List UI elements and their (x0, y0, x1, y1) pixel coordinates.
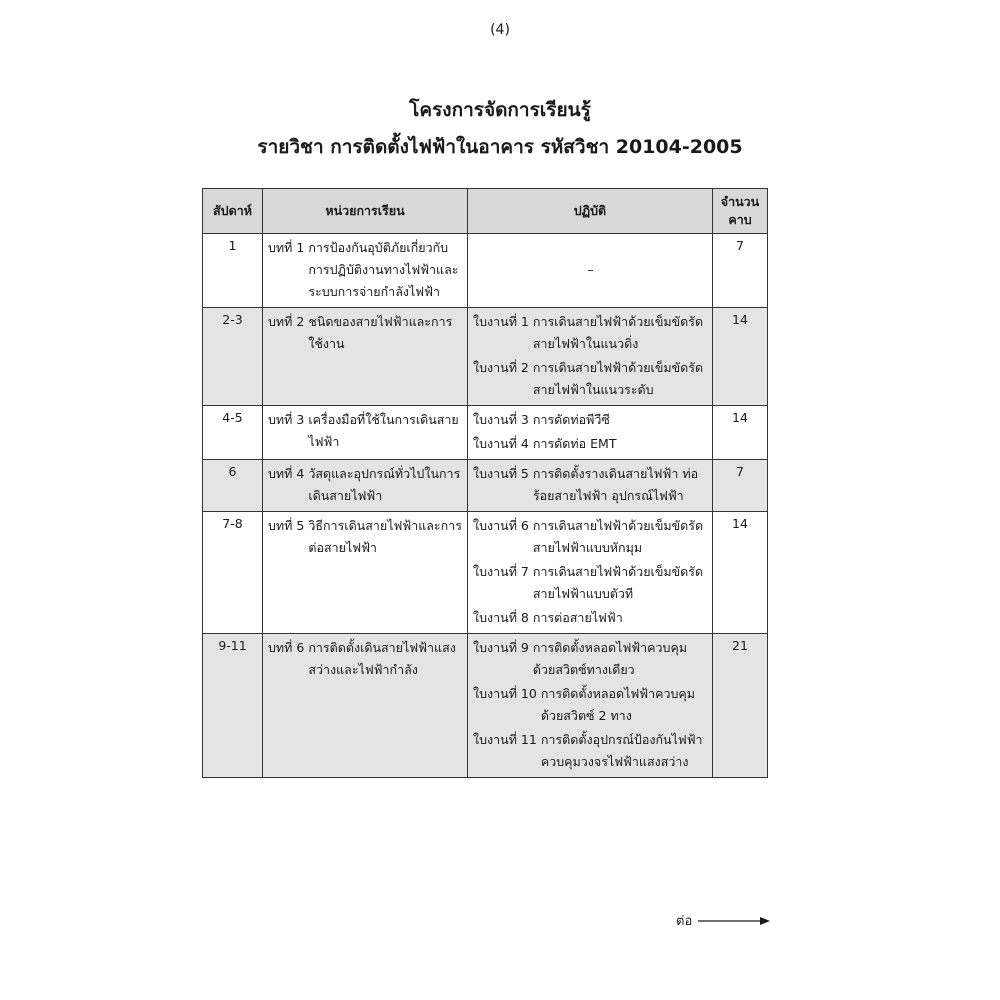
week-cell: 6 (203, 460, 263, 512)
worksheet-label: ใบงานที่ 4 (473, 436, 529, 451)
hours-cell: 14 (713, 512, 768, 634)
header-hours: จำนวนคาบ (713, 189, 768, 234)
worksheet-title: การเดินสายไฟฟ้าด้วยเข็มขัดรัดสายไฟฟ้าแบบหักมุม (532, 518, 704, 555)
header-week: สัปดาห์ (203, 189, 263, 234)
worksheet-item (473, 637, 708, 681)
worksheet-label: ใบงานที่ 7 (473, 564, 529, 579)
practice-cell (468, 512, 713, 634)
week-cell: 9-11 (203, 634, 263, 778)
unit-cell (263, 460, 468, 512)
practice-cell: – (468, 234, 713, 308)
worksheet-label: ใบงานที่ 1 (473, 314, 529, 329)
arrow-right-icon (698, 916, 770, 926)
worksheet-item (473, 561, 708, 605)
unit-label: บทที่ 6 (268, 640, 305, 655)
worksheet-label: ใบงานที่ 3 (473, 412, 529, 427)
unit-title: วิธีการเดินสายไฟฟ้าและการต่อสายไฟฟ้า (308, 518, 462, 555)
header-unit: หน่วยการเรียน (263, 189, 468, 234)
course-title: รายวิชา การติดตั้งไฟฟ้าในอาคาร รหัสวิชา 20104-2005 (257, 136, 743, 158)
week-cell: 1 (203, 234, 263, 308)
worksheet-item (473, 729, 708, 773)
worksheet-item (473, 515, 708, 559)
practice-cell (468, 460, 713, 512)
hours-cell: 7 (713, 234, 768, 308)
hours-cell: 7 (713, 460, 768, 512)
unit-cell (263, 512, 468, 634)
unit-cell (263, 234, 468, 308)
unit-label: บทที่ 1 (268, 240, 305, 255)
learning-plan-table (202, 188, 768, 778)
page-number: (4) (490, 22, 510, 38)
unit-title: วัสดุและอุปกรณ์ทั่วไปในการเดินสายไฟฟ้า (308, 466, 461, 503)
worksheet-title: การดัดท่อพีวีซี (532, 412, 610, 427)
plan-title: โครงการจัดการเรียนรู้ (409, 99, 591, 121)
worksheet-item (473, 311, 708, 355)
worksheet-item (473, 433, 708, 455)
worksheet-label: ใบงานที่ 8 (473, 610, 529, 625)
unit-label: บทที่ 4 (268, 466, 305, 481)
unit-cell (263, 634, 468, 778)
table-header-row (203, 189, 768, 234)
unit-title: เครื่องมือที่ใช้ในการเดินสายไฟฟ้า (308, 412, 459, 449)
worksheet-title: การดัดท่อ EMT (532, 436, 617, 451)
unit-cell (263, 406, 468, 460)
table-row (203, 634, 768, 778)
worksheet-title: การติดตั้งรางเดินสายไฟฟ้า ท่อร้อยสายไฟฟ้า อุปกรณ์ไฟฟ้า (532, 466, 699, 503)
hours-cell: 14 (713, 406, 768, 460)
practice-cell (468, 634, 713, 778)
worksheet-title: การติดตั้งอุปกรณ์ป้องกันไฟฟ้าควบคุมวงจรไฟฟ้าแสงสว่าง (540, 732, 703, 769)
continued-label: ต่อ (676, 914, 693, 929)
header-practice: ปฏิบัติ (468, 189, 713, 234)
week-cell: 7-8 (203, 512, 263, 634)
worksheet-title: การเดินสายไฟฟ้าด้วยเข็มขัดรัดสายไฟฟ้าในแนวระดับ (532, 360, 704, 397)
worksheet-title: การติดตั้งหลอดไฟฟ้าควบคุมด้วยสวิตซ์ทางเดียว (532, 640, 688, 677)
table-row (203, 234, 768, 308)
hours-cell: 14 (713, 308, 768, 406)
unit-cell (263, 308, 468, 406)
unit-title: การป้องกันอุบัติภัยเกี่ยวกับการปฏิบัติงานทางไฟฟ้าและระบบการจ่ายกำลังไฟฟ้า (308, 240, 459, 299)
worksheet-item (473, 683, 708, 727)
worksheet-title: การเดินสายไฟฟ้าด้วยเข็มขัดรัดสายไฟฟ้าในแนวดิ่ง (532, 314, 704, 351)
worksheet-item (473, 357, 708, 401)
worksheet-label: ใบงานที่ 10 (473, 686, 537, 701)
unit-label: บทที่ 3 (268, 412, 305, 427)
week-cell: 2-3 (203, 308, 263, 406)
worksheet-item (473, 607, 708, 629)
unit-title: ชนิดของสายไฟฟ้าและการใช้งาน (308, 314, 453, 351)
worksheet-title: การต่อสายไฟฟ้า (532, 610, 623, 625)
unit-label: บทที่ 5 (268, 518, 305, 533)
worksheet-label: ใบงานที่ 9 (473, 640, 529, 655)
worksheet-label: ใบงานที่ 2 (473, 360, 529, 375)
table-row (203, 460, 768, 512)
unit-label: บทที่ 2 (268, 314, 305, 329)
practice-cell (468, 308, 713, 406)
worksheet-label: ใบงานที่ 5 (473, 466, 529, 481)
practice-cell (468, 406, 713, 460)
worksheet-label: ใบงานที่ 6 (473, 518, 529, 533)
worksheet-label: ใบงานที่ 11 (473, 732, 537, 747)
table-row (203, 308, 768, 406)
week-cell: 4-5 (203, 406, 263, 460)
continued-indicator (676, 910, 770, 931)
worksheet-item (473, 463, 708, 507)
table-row (203, 406, 768, 460)
worksheet-title: การเดินสายไฟฟ้าด้วยเข็มขัดรัดสายไฟฟ้าแบบตัวที (532, 564, 704, 601)
hours-cell: 21 (713, 634, 768, 778)
worksheet-item (473, 409, 708, 431)
worksheet-title: การติดตั้งหลอดไฟฟ้าควบคุมด้วยสวิตซ์ 2 ทาง (540, 686, 696, 723)
table-row (203, 512, 768, 634)
unit-title: การติดตั้งเดินสายไฟฟ้าแสงสว่างและไฟฟ้ากำลัง (308, 640, 456, 677)
